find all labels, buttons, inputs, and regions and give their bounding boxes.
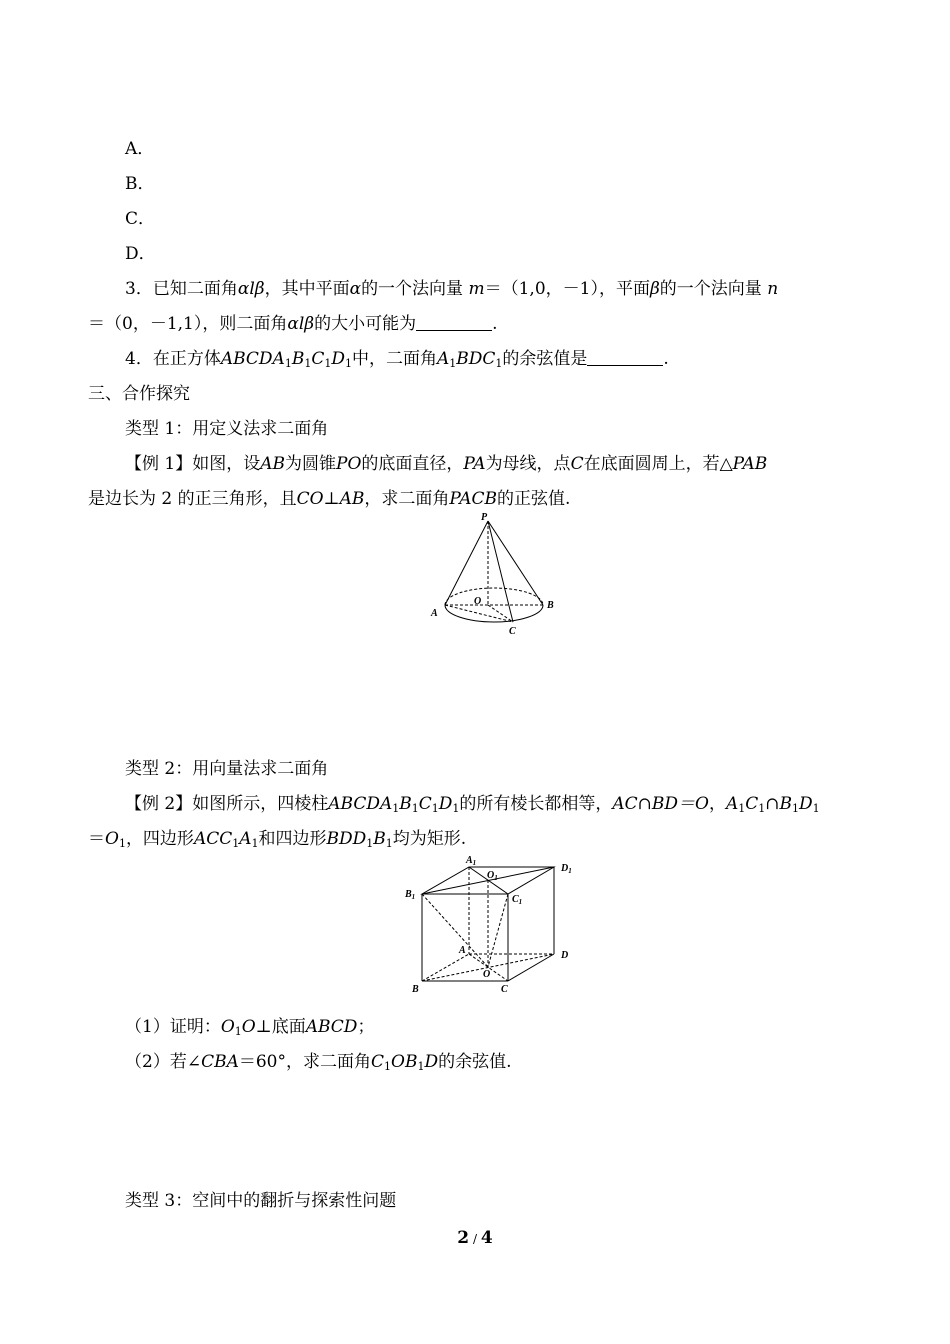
- label-a1: $A_1$: [466, 855, 477, 867]
- cone-figure: [425, 512, 560, 642]
- label-o1: $O_1$: [487, 870, 498, 882]
- label-o: O: [474, 596, 482, 607]
- label-o: O: [483, 969, 491, 980]
- example2-line1: 【例 2】如图所示，四棱柱$ABCDA_1B_1C_1D_1$的所有棱长都相等，AC∩BD＝O，$A_1C_1\cap B_1D_1$: [125, 794, 820, 815]
- option-c: C．: [125, 209, 156, 229]
- label-p: P: [481, 512, 488, 523]
- cone-base-back: [445, 588, 543, 605]
- q4-line: 4．在正方体$ABCDA_1B_1C_1D_1$中，二面角$A_1BDC_1$的余弦值是 .: [125, 349, 669, 370]
- part2-line: （2）若∠CBA＝60°，求二面角$C_1OB_1D$的余弦值.: [125, 1052, 512, 1073]
- label-a: A: [459, 945, 466, 956]
- answer-blank: [416, 314, 492, 331]
- label-b: B: [412, 984, 419, 995]
- part1-line: （1）证明：$O_1O\perp$底面ABCD；: [125, 1017, 375, 1038]
- example1-line2: 是边长为 2 的正三角形，且CO⊥AB，求二面角PACB的正弦值.: [88, 489, 571, 509]
- label-b1: $B_1$: [405, 889, 416, 901]
- answer-blank: [587, 349, 663, 366]
- label-b: B: [547, 600, 554, 611]
- type2-heading: 类型 2：用向量法求二面角: [125, 759, 329, 779]
- label-c1: $C_1$: [512, 894, 523, 906]
- prism-figure: [400, 850, 585, 1000]
- label-a: A: [431, 608, 438, 619]
- example1-line1: 【例 1】如图，设AB为圆锥PO的底面直径，PA为母线，点C在底面圆周上，若△PAB: [125, 454, 768, 474]
- cone-edge-pa: [445, 521, 488, 605]
- label-d1: $D_1$: [561, 863, 572, 875]
- label-c: C: [501, 984, 508, 995]
- type3-heading: 类型 3：空间中的翻折与探索性问题: [125, 1191, 397, 1211]
- section-title: 三、合作探究: [88, 384, 190, 404]
- q3-line2: ＝（0，－1,1），则二面角αlβ的大小可能为 .: [88, 314, 498, 334]
- option-b: B．: [125, 174, 155, 194]
- cone-base-front: [445, 605, 543, 622]
- cone-edge-pc: [488, 521, 513, 622]
- option-d: D．: [125, 244, 156, 264]
- label-d: D: [561, 950, 569, 961]
- cone-edge-pb: [488, 521, 543, 605]
- q3-line1: 3．已知二面角αlβ，其中平面α的一个法向量 m＝（1,0，－1），平面β的一个法向量 n: [125, 279, 779, 299]
- page-number: 2 / 4: [457, 1228, 493, 1248]
- example2-line2: $=O_1$，四边形$ACC_1A_1$和四边形$BDD_1B_1$均为矩形.: [88, 829, 467, 850]
- option-a: A．: [125, 139, 155, 159]
- type1-heading: 类型 1：用定义法求二面角: [125, 419, 329, 439]
- label-c: C: [509, 626, 516, 637]
- cone-segment-ac: [445, 605, 513, 622]
